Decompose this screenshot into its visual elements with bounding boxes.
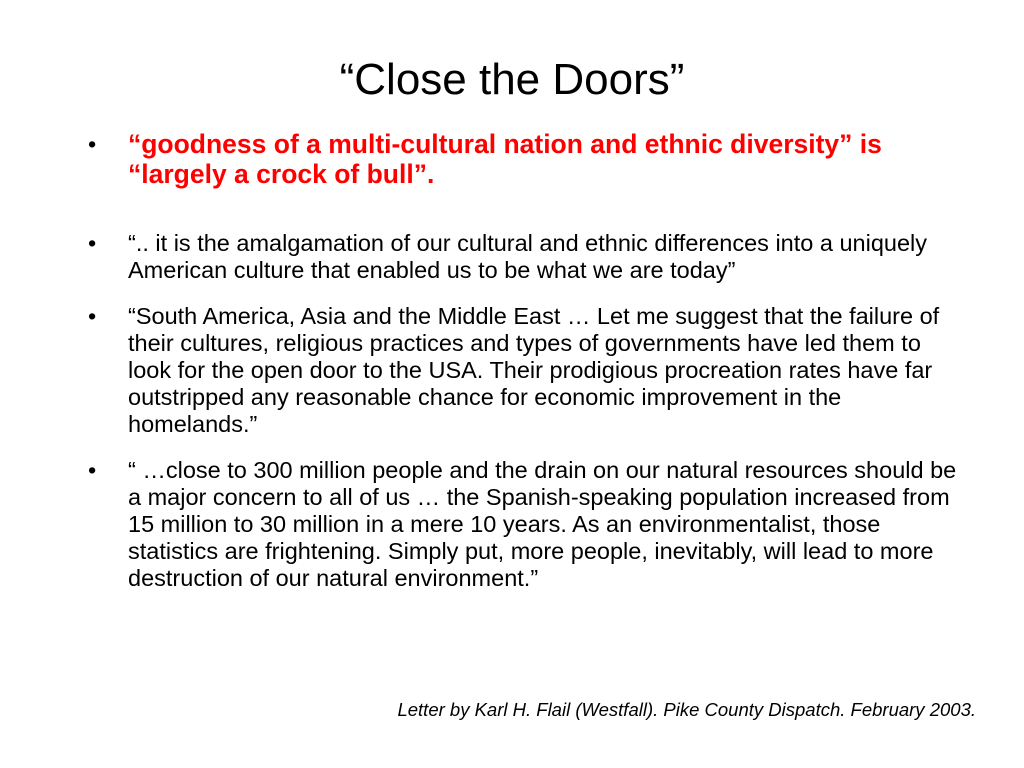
bullet-item-amalgamation-quote [88,230,968,284]
slide-title: “Close the Doors” [339,55,685,104]
bullet-icon: • [88,303,97,329]
bullet-item-population-quote [88,457,968,592]
citation: Letter by Karl H. Flail (Westfall). Pike County Dispatch. February 2003. [397,699,976,720]
bullet-text: “.. it is the amalgamation of our cultural and ethnic differences into a uniquely American culture that enabled us to be what we are today” [128,230,928,283]
bullet-text: “ …close to 300 million people and the drain on our natural resources should be a major concern to all of us … the Spanish-speaking population increased from 15 million to 30 million in a mere 10 years. As an environmentalist, those statistics are frightening. Simply put, more people, inevitably, will lead to more destruction of our natural environment.” [128,457,957,591]
bullet-icon: • [88,131,97,157]
bullet-icon: • [88,230,97,256]
bullet-item-cultures-quote [88,303,968,438]
bullet-item-emphasis [88,129,968,189]
bullet-icon: • [88,457,97,483]
bullet-text: “South America, Asia and the Middle East … Let me suggest that the failure of their cultures, religious practices and types of governments have led them to look for the open door to the USA. Their prodigious procreation rates have far outstripped any reasonable chance for economic improvement in the homelands.” [128,303,940,437]
bullet-text: “goodness of a multi-cultural nation and ethnic diversity” is “largely a crock of bull”. [128,129,882,189]
bullet-list [88,129,968,592]
